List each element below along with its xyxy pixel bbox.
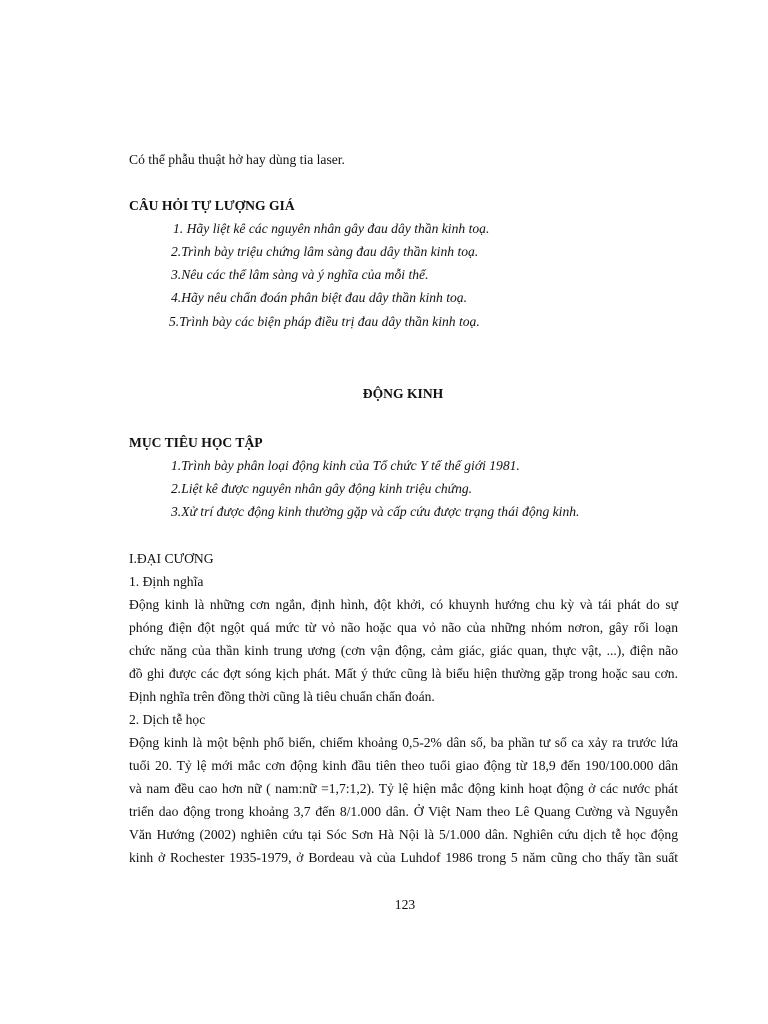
review-item-3: 3.Nêu các thể lâm sàng và ý nghĩa của mỗi thể. [171, 267, 429, 282]
objective-item-2: 2.Liệt kê được nguyên nhân gây động kinh triệu chứng. [171, 481, 473, 496]
objectives-heading: MỤC TIÊU HỌC TẬP [129, 435, 263, 450]
definition-line-2: phóng điện đột ngột quá mức từ vỏ não hoặc qua vỏ não của những nhóm nơron, gây rối loạn [129, 620, 678, 635]
section-heading: I.ĐẠI CƯƠNG [129, 551, 214, 566]
epidemiology-line-6: kinh ở Rochester 1935-1979, ở Bordeau và của Luhdof 1986 trong 5 năm cũng cho thấy tần suất [129, 850, 678, 865]
definition-line-5: Định nghĩa trên đồng thời cũng là tiêu chuẩn chẩn đoán. [129, 689, 435, 704]
intro-line: Có thể phẫu thuật hở hay dùng tia laser. [129, 152, 345, 167]
epidemiology-line-5: Văn Hướng (2002) nghiên cứu tại Sóc Sơn Hà Nội là 5/1.000 dân. Nghiên cứu dịch tễ học động [129, 827, 678, 842]
definition-line-3: chức năng của thần kinh trung ương (cơn vận động, cảm giác, giác quan, thực vật, ...), điện não [129, 643, 678, 658]
epidemiology-line-2: tuổi 20. Tỷ lệ mới mắc cơn động kinh đầu tiên theo tuổi giao động từ 18,9 đến 190/100.000 dân [129, 758, 678, 773]
page-number: 123 [394, 897, 416, 912]
epidemiology-line-4: triển dao động trong khoảng 3,7 đến 8/1.000 dân. Ở Việt Nam theo Lê Quang Cường và Nguyễn [129, 804, 678, 819]
review-item-2: 2.Trình bày triệu chứng lâm sàng đau dây thần kinh toạ. [171, 244, 479, 259]
definition-heading: 1. Định nghĩa [129, 574, 204, 589]
epidemiology-line-1: Động kinh là một bệnh phổ biến, chiếm khoảng 0,5-2% dân số, ba phần tư số ca xảy ra trước lứa [129, 735, 678, 750]
epidemiology-heading: 2. Dịch tễ học [129, 712, 206, 727]
review-item-1: 1. Hãy liệt kê các nguyên nhân gây đau dây thần kinh toạ. [173, 221, 490, 236]
review-heading: CÂU HỎI TỰ LƯỢNG GIÁ [129, 198, 295, 213]
epidemiology-line-3: và nam đều cao hơn nữ ( nam:nữ =1,7:1,2). Tỷ lệ hiện mắc động kinh hoạt động ở các nước phát [129, 781, 678, 796]
objective-item-3: 3.Xử trí được động kinh thường gặp và cấp cứu được trạng thái động kinh. [171, 504, 580, 519]
review-item-5: 5.Trình bày các biện pháp điều trị đau dây thần kinh toạ. [169, 314, 480, 329]
objective-item-1: 1.Trình bày phân loại động kinh của Tổ chức Y tế thế giới 1981. [171, 458, 520, 473]
definition-line-1: Động kinh là những cơn ngắn, định hình, đột khởi, có khuynh hướng chu kỳ và tái phát do sự [129, 597, 678, 612]
definition-line-4: đồ ghi được các đợt sóng kịch phát. Mất ý thức cũng là biểu hiện thường gặp trong hoặc sau cơn. [129, 666, 678, 681]
chapter-title: ĐỘNG KINH [362, 386, 444, 401]
review-item-4: 4.Hãy nêu chẩn đoán phân biệt đau dây thần kinh toạ. [171, 290, 467, 305]
